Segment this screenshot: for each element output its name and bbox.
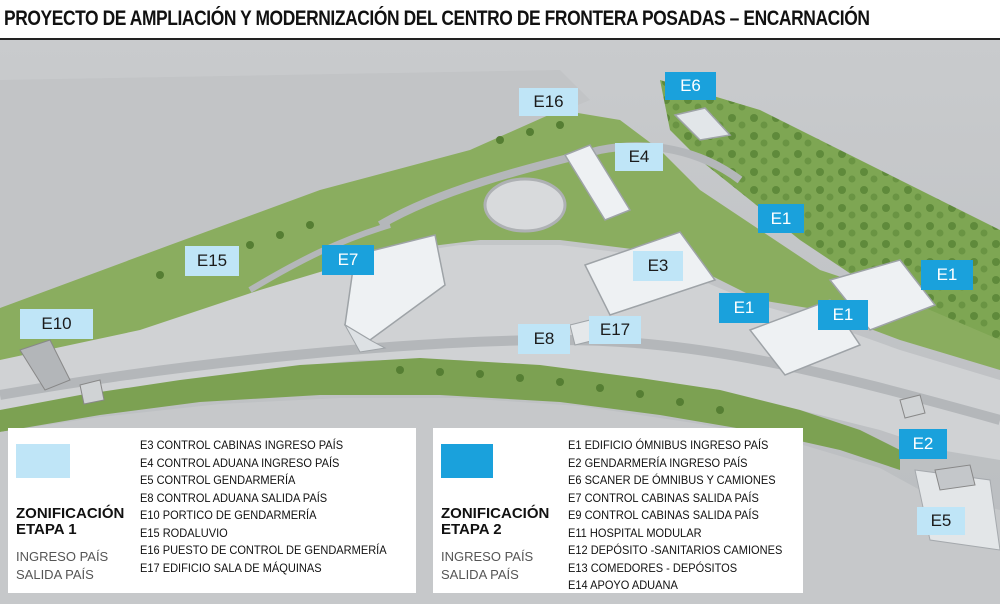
swatch-etapa-1: [16, 444, 70, 478]
marker-e17: E17: [589, 316, 641, 344]
marker-e3: E3: [633, 251, 683, 281]
legend-etapa-2-title-line1: ZONIFICACIÓN: [441, 505, 550, 522]
legend-item: E7 CONTROL CABINAS SALIDA PAÍS: [568, 490, 759, 505]
legend-etapa-1-sub1: INGRESO PAÍS: [16, 549, 109, 564]
legend-item: E15 RODALUVIO: [140, 525, 228, 540]
marker-e6: E6: [665, 72, 716, 100]
legend-etapa-2: [433, 428, 803, 593]
legend-item: E16 PUESTO DE CONTROL DE GENDARMERÍA: [140, 543, 387, 557]
building-e5: [935, 465, 975, 490]
legend-item: E3 CONTROL CABINAS INGRESO PAÍS: [140, 438, 344, 452]
legend-item: E13 COMEDORES - DEPÓSITOS: [568, 560, 738, 575]
legend-etapa-1-title-line1: ZONIFICACIÓN: [16, 505, 125, 522]
parking-loop: [485, 179, 565, 231]
marker-e1-center: E1: [818, 300, 868, 330]
title-bar: [0, 0, 1000, 40]
legend-item: E1 EDIFICIO ÓMNIBUS INGRESO PAÍS: [568, 438, 769, 452]
building-small: [80, 380, 104, 404]
legend-item: E11 HOSPITAL MODULAR: [568, 525, 702, 540]
marker-e1-right: E1: [921, 260, 973, 290]
legend-item: E14 APOYO ADUANA: [568, 578, 678, 592]
legend-etapa-2-title-line2: ETAPA 2: [441, 521, 502, 538]
marker-e4: E4: [615, 143, 663, 171]
legend-etapa-1-title-line2: ETAPA 1: [16, 521, 77, 538]
legend-etapa-1-sub2: SALIDA PAÍS: [16, 567, 94, 582]
legend-etapa-2-sub1: INGRESO PAÍS: [441, 549, 534, 564]
legend-item: E17 EDIFICIO SALA DE MÁQUINAS: [140, 560, 322, 575]
legend-item: E9 CONTROL CABINAS SALIDA PAÍS: [568, 508, 759, 522]
legend-item: E6 SCANER DE ÓMNIBUS Y CAMIONES: [568, 473, 776, 487]
marker-e1-top: E1: [758, 204, 804, 233]
marker-e7: E7: [322, 245, 374, 275]
marker-e15: E15: [185, 246, 239, 276]
legend-item: E2 GENDARMERÍA INGRESO PAÍS: [568, 455, 748, 470]
legend-etapa-1-title: [16, 506, 124, 538]
marker-e1-mid: E1: [719, 293, 769, 323]
legend-item: E10 PORTICO DE GENDARMERÍA: [140, 508, 317, 522]
legend-etapa-1-items: [140, 437, 408, 577]
legend-etapa-2-title: [441, 506, 549, 538]
legend-item: E12 DEPÓSITO -SANITARIOS CAMIONES: [568, 543, 783, 557]
marker-e8: E8: [518, 324, 570, 354]
marker-e16: E16: [519, 88, 578, 116]
legend-etapa-2-items: [568, 437, 801, 595]
legend-item: E4 CONTROL ADUANA INGRESO PAÍS: [140, 455, 340, 470]
marker-e5: E5: [917, 507, 965, 535]
legend-item: E8 CONTROL ADUANA SALIDA PAÍS: [140, 490, 328, 505]
legend-etapa-2-sub2: SALIDA PAÍS: [441, 567, 519, 582]
legend-etapa-2-sub: [441, 548, 533, 584]
marker-e10: E10: [20, 309, 93, 339]
marker-e2: E2: [899, 429, 947, 459]
page-title: PROYECTO DE AMPLIACIÓN Y MODERNIZACIÓN DEL CENTRO DE FRONTERA POSADAS – ENCARNACIÓN: [4, 7, 870, 30]
legend-item: E5 CONTROL GENDARMERÍA: [140, 473, 296, 487]
legend-etapa-1: [8, 428, 416, 593]
legend-etapa-1-sub: [16, 548, 108, 584]
swatch-etapa-2: [441, 444, 493, 478]
